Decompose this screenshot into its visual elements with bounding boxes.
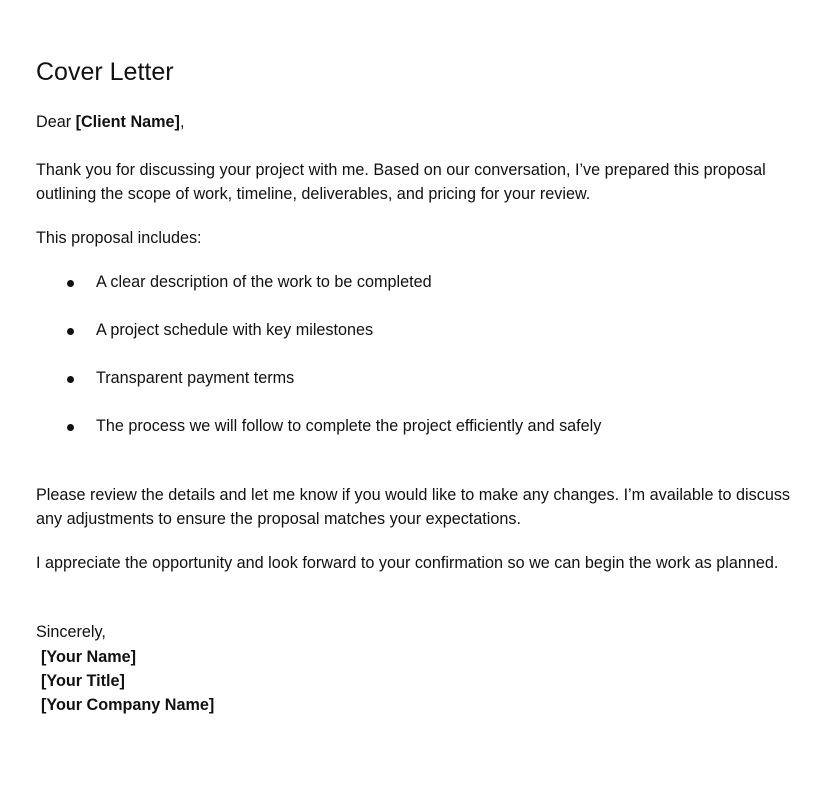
- includes-paragraph: This proposal includes:: [36, 229, 202, 247]
- bullet-icon: [67, 328, 74, 335]
- list-item-text: A clear description of the work to be completed: [96, 273, 432, 291]
- list-item-text: Transparent payment terms: [96, 369, 295, 387]
- intro-paragraph: Thank you for discussing your project with me. Based on our conversation, I’ve prepared this proposal outlining the scope of work, timeline, deliverables, and pricing for your review.: [36, 161, 766, 203]
- recipient-name-placeholder: [Client Name]: [75, 113, 180, 131]
- salutation-prefix: Dear: [36, 113, 76, 131]
- closing: Sincerely,: [36, 623, 106, 641]
- list-item-text: A project schedule with key milestones: [96, 321, 374, 339]
- bullet-icon: [67, 424, 74, 431]
- appreciation-paragraph: I appreciate the opportunity and look forward to your confirmation so we can begin the work as planned.: [36, 554, 779, 572]
- signature-name: [Your Name]: [41, 648, 137, 666]
- list-item-text: The process we will follow to complete the project efficiently and safely: [96, 417, 602, 435]
- salutation: [36, 111, 806, 135]
- bullet-icon: [67, 280, 74, 287]
- page-title: Cover Letter: [36, 58, 174, 86]
- review-paragraph: Please review the details and let me know if you would like to make any changes. I’m available to discuss any adjustments to ensure the proposal matches your expectations.: [36, 486, 791, 528]
- signature-company: [Your Company Name]: [41, 696, 215, 714]
- bullet-icon: [67, 376, 74, 383]
- signature-title: [Your Title]: [41, 672, 125, 690]
- salutation-suffix: ,: [179, 113, 185, 131]
